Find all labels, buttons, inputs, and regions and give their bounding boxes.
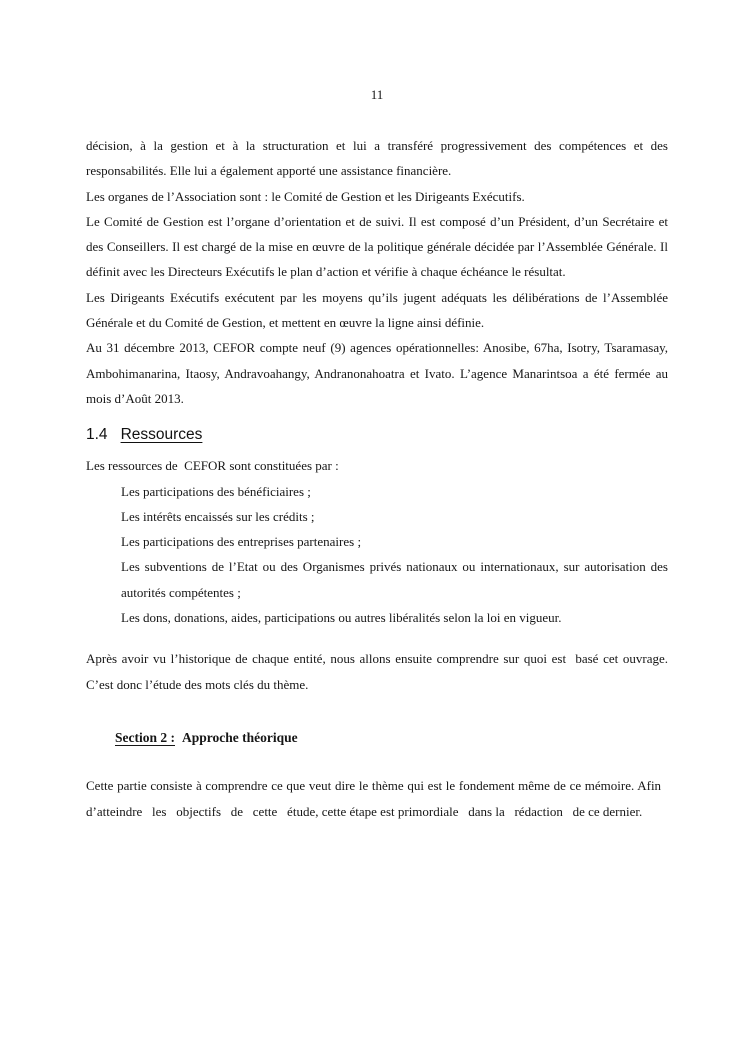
transition-paragraph: Après avoir vu l’historique de chaque entité, nous allons ensuite comprendre sur quoi est basé cet ouvrage. C’est donc l’étude des mots clés du thème. bbox=[86, 651, 668, 692]
paragraph-dirigeants: Les Dirigeants Exécutifs exécutent par les moyens qu’ils jugent adéquats les délibérations de l’Assemblée Générale et du Comité de Gestion, et mettent en œuvre la ligne ainsi définie. bbox=[86, 289, 668, 331]
resources-intro: Les ressources de CEFOR sont constituées par : bbox=[86, 458, 339, 474]
page-number: 11 bbox=[370, 87, 384, 102]
resource-item: Les dons, donations, aides, participations ou autres libéralités selon la loi en vigueur. bbox=[121, 610, 562, 626]
section-number: 1.4 bbox=[86, 426, 108, 444]
paragraph-decision: décision, à la gestion et à la structuration et lui a transféré progressivement des compétences et des responsabilités. Elle lui a également apporté une assistance financière. bbox=[86, 138, 668, 179]
resource-item: Les participations des bénéficiaires ; bbox=[121, 483, 311, 499]
resource-item: Les subventions de l’Etat ou des Organismes privés nationaux ou internationaux, sur autorisation des autorités compétentes ; bbox=[121, 559, 668, 600]
paragraph-comite-gestion: Le Comité de Gestion est l’organe d’orientation et de suivi. Il est composé d’un Président, d’un Secrétaire et des Conseillers. Il est chargé de la mise en œuvre de la politique générale décidée par l’Assemblée Générale. Il définit avec les Directeurs Exécutifs le plan d’action et vérifie à chaque échéance le résultat. bbox=[86, 213, 668, 280]
paragraph-agences: Au 31 décembre 2013, CEFOR compte neuf (9) agences opérationnelles: Anosibe, 67ha, Isotry, Tsaramasay, Ambohimanarina, Itaosy, Andravoahangy, Andranonahoatra et Ivato. L’agence Manarintsoa a été fermée au mois d’Août 2013. bbox=[86, 340, 668, 406]
section2-label: Section 2 : bbox=[115, 729, 175, 745]
paragraph-organes: Les organes de l’Association sont : le Comité de Gestion et les Dirigeants Exécutifs. bbox=[86, 188, 525, 204]
closing-paragraph: Cette partie consiste à comprendre ce que veut dire le thème qui est le fondement même de ce mémoire. Afin d’atteindre les objectifs de cette étude, cette étape est primordiale dans la rédaction de ce dernier. bbox=[86, 778, 668, 819]
section-title: Ressources bbox=[120, 426, 203, 444]
section-heading-ressources bbox=[86, 423, 668, 447]
resource-item: Les participations des entreprises partenaires ; bbox=[121, 534, 362, 550]
section2-title: Approche théorique bbox=[182, 729, 298, 745]
section2-heading bbox=[115, 725, 668, 750]
resource-item: Les intérêts encaissés sur les crédits ; bbox=[121, 508, 315, 524]
